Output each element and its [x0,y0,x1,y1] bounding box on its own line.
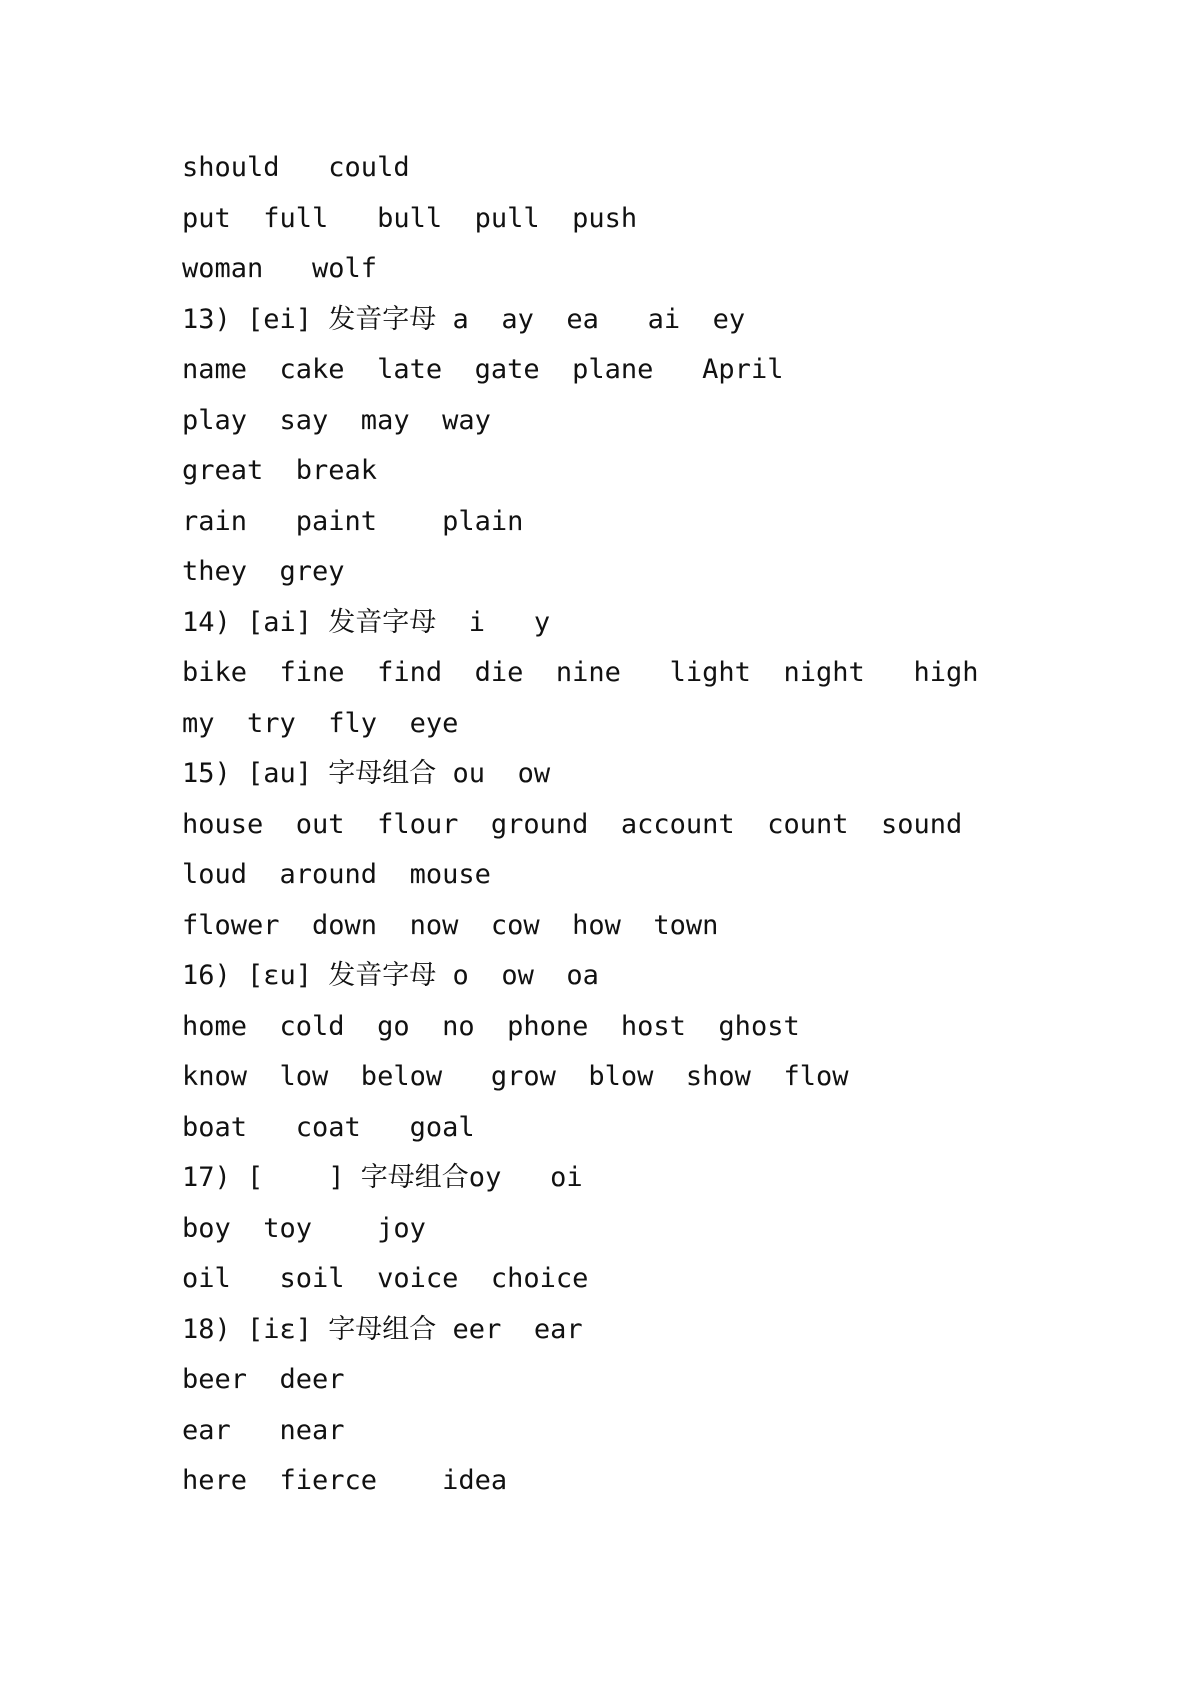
text-line: boy toy joy [182,1212,426,1244]
text-line: here fierce idea [182,1465,508,1496]
text-line: house out flour ground account count sound [182,808,963,840]
section-heading-13: 13) [ei] 发音字母 a ay ea ai ey [182,303,746,335]
text-line: rain paint plain [182,505,524,537]
text-line: flower down now cow how town [182,909,719,941]
text-line: play say may way [182,404,491,436]
text-line: know low below grow blow show flow [182,1061,849,1092]
text-line: great break [182,455,378,486]
text-line: oil soil voice choice [182,1263,589,1294]
text-line: woman wolf [182,253,378,284]
text-line: put full bull pull push [182,202,638,234]
section-heading-17: 17) [ ] 字母组合oy oi [182,1162,583,1193]
text-line: home cold go no phone host ghost [182,1010,800,1042]
text-body [182,143,1082,1507]
text-line: my try fly eye [182,707,459,739]
section-heading-16: 16) [εu] 发音字母 o ow oa [182,960,599,991]
text-line: beer deer [182,1364,345,1395]
text-line: ear near [182,1414,345,1446]
section-heading-18: 18) [iε] 字母组合 eer ear [182,1313,583,1345]
text-line: loud around mouse [182,859,491,890]
section-heading-15: 15) [au] 字母组合 ou ow [182,758,551,789]
section-heading-14: 14) [ai] 发音字母 i y [182,606,551,638]
text-line: should could [182,152,410,183]
text-line: name cake late gate plane April [182,354,784,385]
text-line: bike fine find die nine light night high [182,657,979,688]
text-line: boat coat goal [182,1111,475,1143]
text-line: they grey [182,556,345,587]
